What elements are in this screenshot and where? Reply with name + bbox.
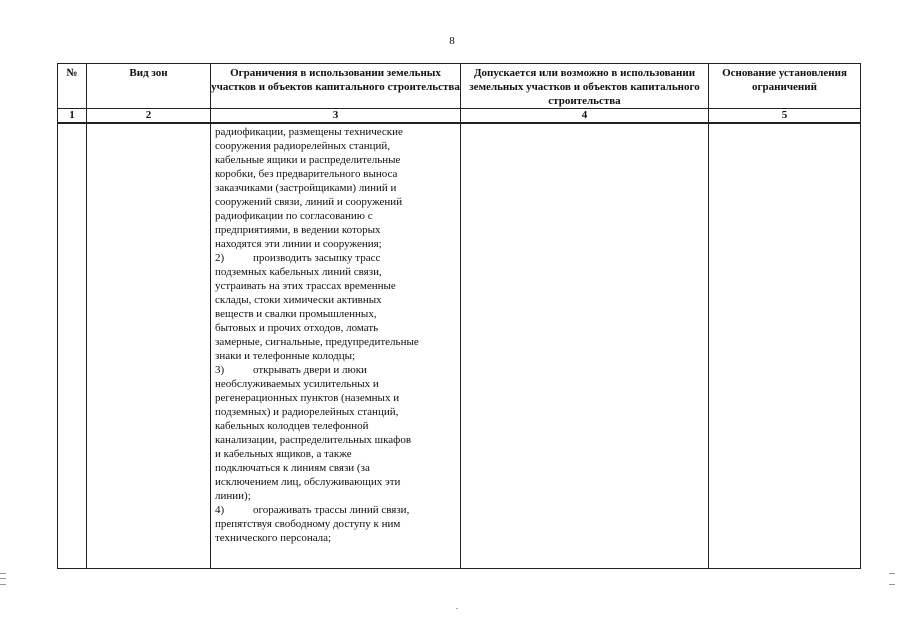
- column-number: 3: [211, 109, 461, 124]
- column-number: 5: [709, 109, 861, 124]
- cell-allowed: [461, 123, 709, 569]
- restriction-text-line: веществ и свалки промышленных,: [215, 308, 377, 320]
- list-item-text: открывать двери и люки: [253, 364, 367, 376]
- restriction-text-line: кабельные ящики и распределительные: [215, 154, 401, 166]
- restrictions-table: [57, 63, 861, 569]
- header-zone-type: Вид зон: [87, 64, 211, 109]
- restriction-text-line: канализации, распределительных шкафов: [215, 434, 412, 446]
- scan-speck: [456, 608, 458, 609]
- restriction-text-line: препятствуя свободному доступу к ним: [215, 518, 401, 530]
- restriction-text-line: устраивать на этих трассах временные: [215, 280, 396, 292]
- cell-restrictions: [211, 123, 461, 569]
- restriction-text-line: исключением лиц, обслуживающих эти: [215, 476, 401, 488]
- header-basis: Основание установления ограничений: [709, 64, 861, 109]
- restriction-text-line: регенерационных пунктов (наземных и: [215, 392, 400, 404]
- restriction-text-line: [215, 251, 457, 265]
- list-marker: 2): [215, 252, 225, 264]
- header-allowed: Допускается или возможно в использовании земельных участков и объектов капитального строительства: [461, 64, 709, 109]
- restriction-text-line: бытовых и прочих отходов, ломать: [215, 322, 379, 334]
- restriction-text-line: линии);: [215, 490, 251, 502]
- restriction-text-line: подземных) и радиорелейных станций,: [215, 406, 399, 418]
- column-number: 4: [461, 109, 709, 124]
- restriction-text-line: технического персонала;: [215, 532, 332, 544]
- list-marker: 3): [215, 364, 225, 376]
- restriction-text-line: радиофикации, размещены технические: [215, 126, 403, 138]
- restriction-text-line: предприятиями, в ведении которых: [215, 224, 381, 236]
- restriction-text-line: [215, 503, 457, 517]
- page-number: 8: [449, 35, 455, 47]
- restriction-text-line: подключаться к линиям связи (за: [215, 462, 370, 474]
- column-number-row: [58, 109, 861, 124]
- table-row: [58, 123, 861, 569]
- restriction-text-line: необслуживаемых усилительных и: [215, 378, 379, 390]
- header-row: [58, 64, 861, 109]
- restriction-text-line: кабельных колодцев телефонной: [215, 420, 369, 432]
- restriction-text-line: и кабельных ящиков, а также: [215, 448, 352, 460]
- list-item-text: производить засыпку трасс: [253, 252, 381, 264]
- restriction-text-line: сооружения радиорелейных станций,: [215, 140, 391, 152]
- restriction-text-line: [215, 363, 457, 377]
- scan-edge-mark: [0, 573, 6, 585]
- restriction-text-line: находятся эти линии и сооружения;: [215, 238, 382, 250]
- header-restrictions: Ограничения в использовании земельных участков и объектов капитального строительства: [211, 64, 461, 109]
- scan-edge-mark: [889, 573, 895, 585]
- restriction-text-line: заказчиками (застройщиками) линий и: [215, 182, 397, 194]
- restriction-text-line: знаки и телефонные колодцы;: [215, 350, 356, 362]
- list-item-text: огораживать трассы линий связи,: [253, 504, 410, 516]
- restriction-text-line: сооружений связи, линий и сооружений: [215, 196, 403, 208]
- header-number: №: [58, 64, 87, 109]
- restriction-text-line: коробки, без предварительного выноса: [215, 168, 398, 180]
- restriction-text-line: подземных кабельных линий связи,: [215, 266, 382, 278]
- column-number: 1: [58, 109, 87, 124]
- cell-zone-type: [87, 123, 211, 569]
- restriction-text-line: замерные, сигнальные, предупредительные: [215, 336, 419, 348]
- restriction-text-line: склады, стоки химически активных: [215, 294, 382, 306]
- restriction-text-line: радиофикации по согласованию с: [215, 210, 373, 222]
- column-number: 2: [87, 109, 211, 124]
- cell-number: [58, 123, 87, 569]
- list-marker: 4): [215, 504, 225, 516]
- cell-basis: [709, 123, 861, 569]
